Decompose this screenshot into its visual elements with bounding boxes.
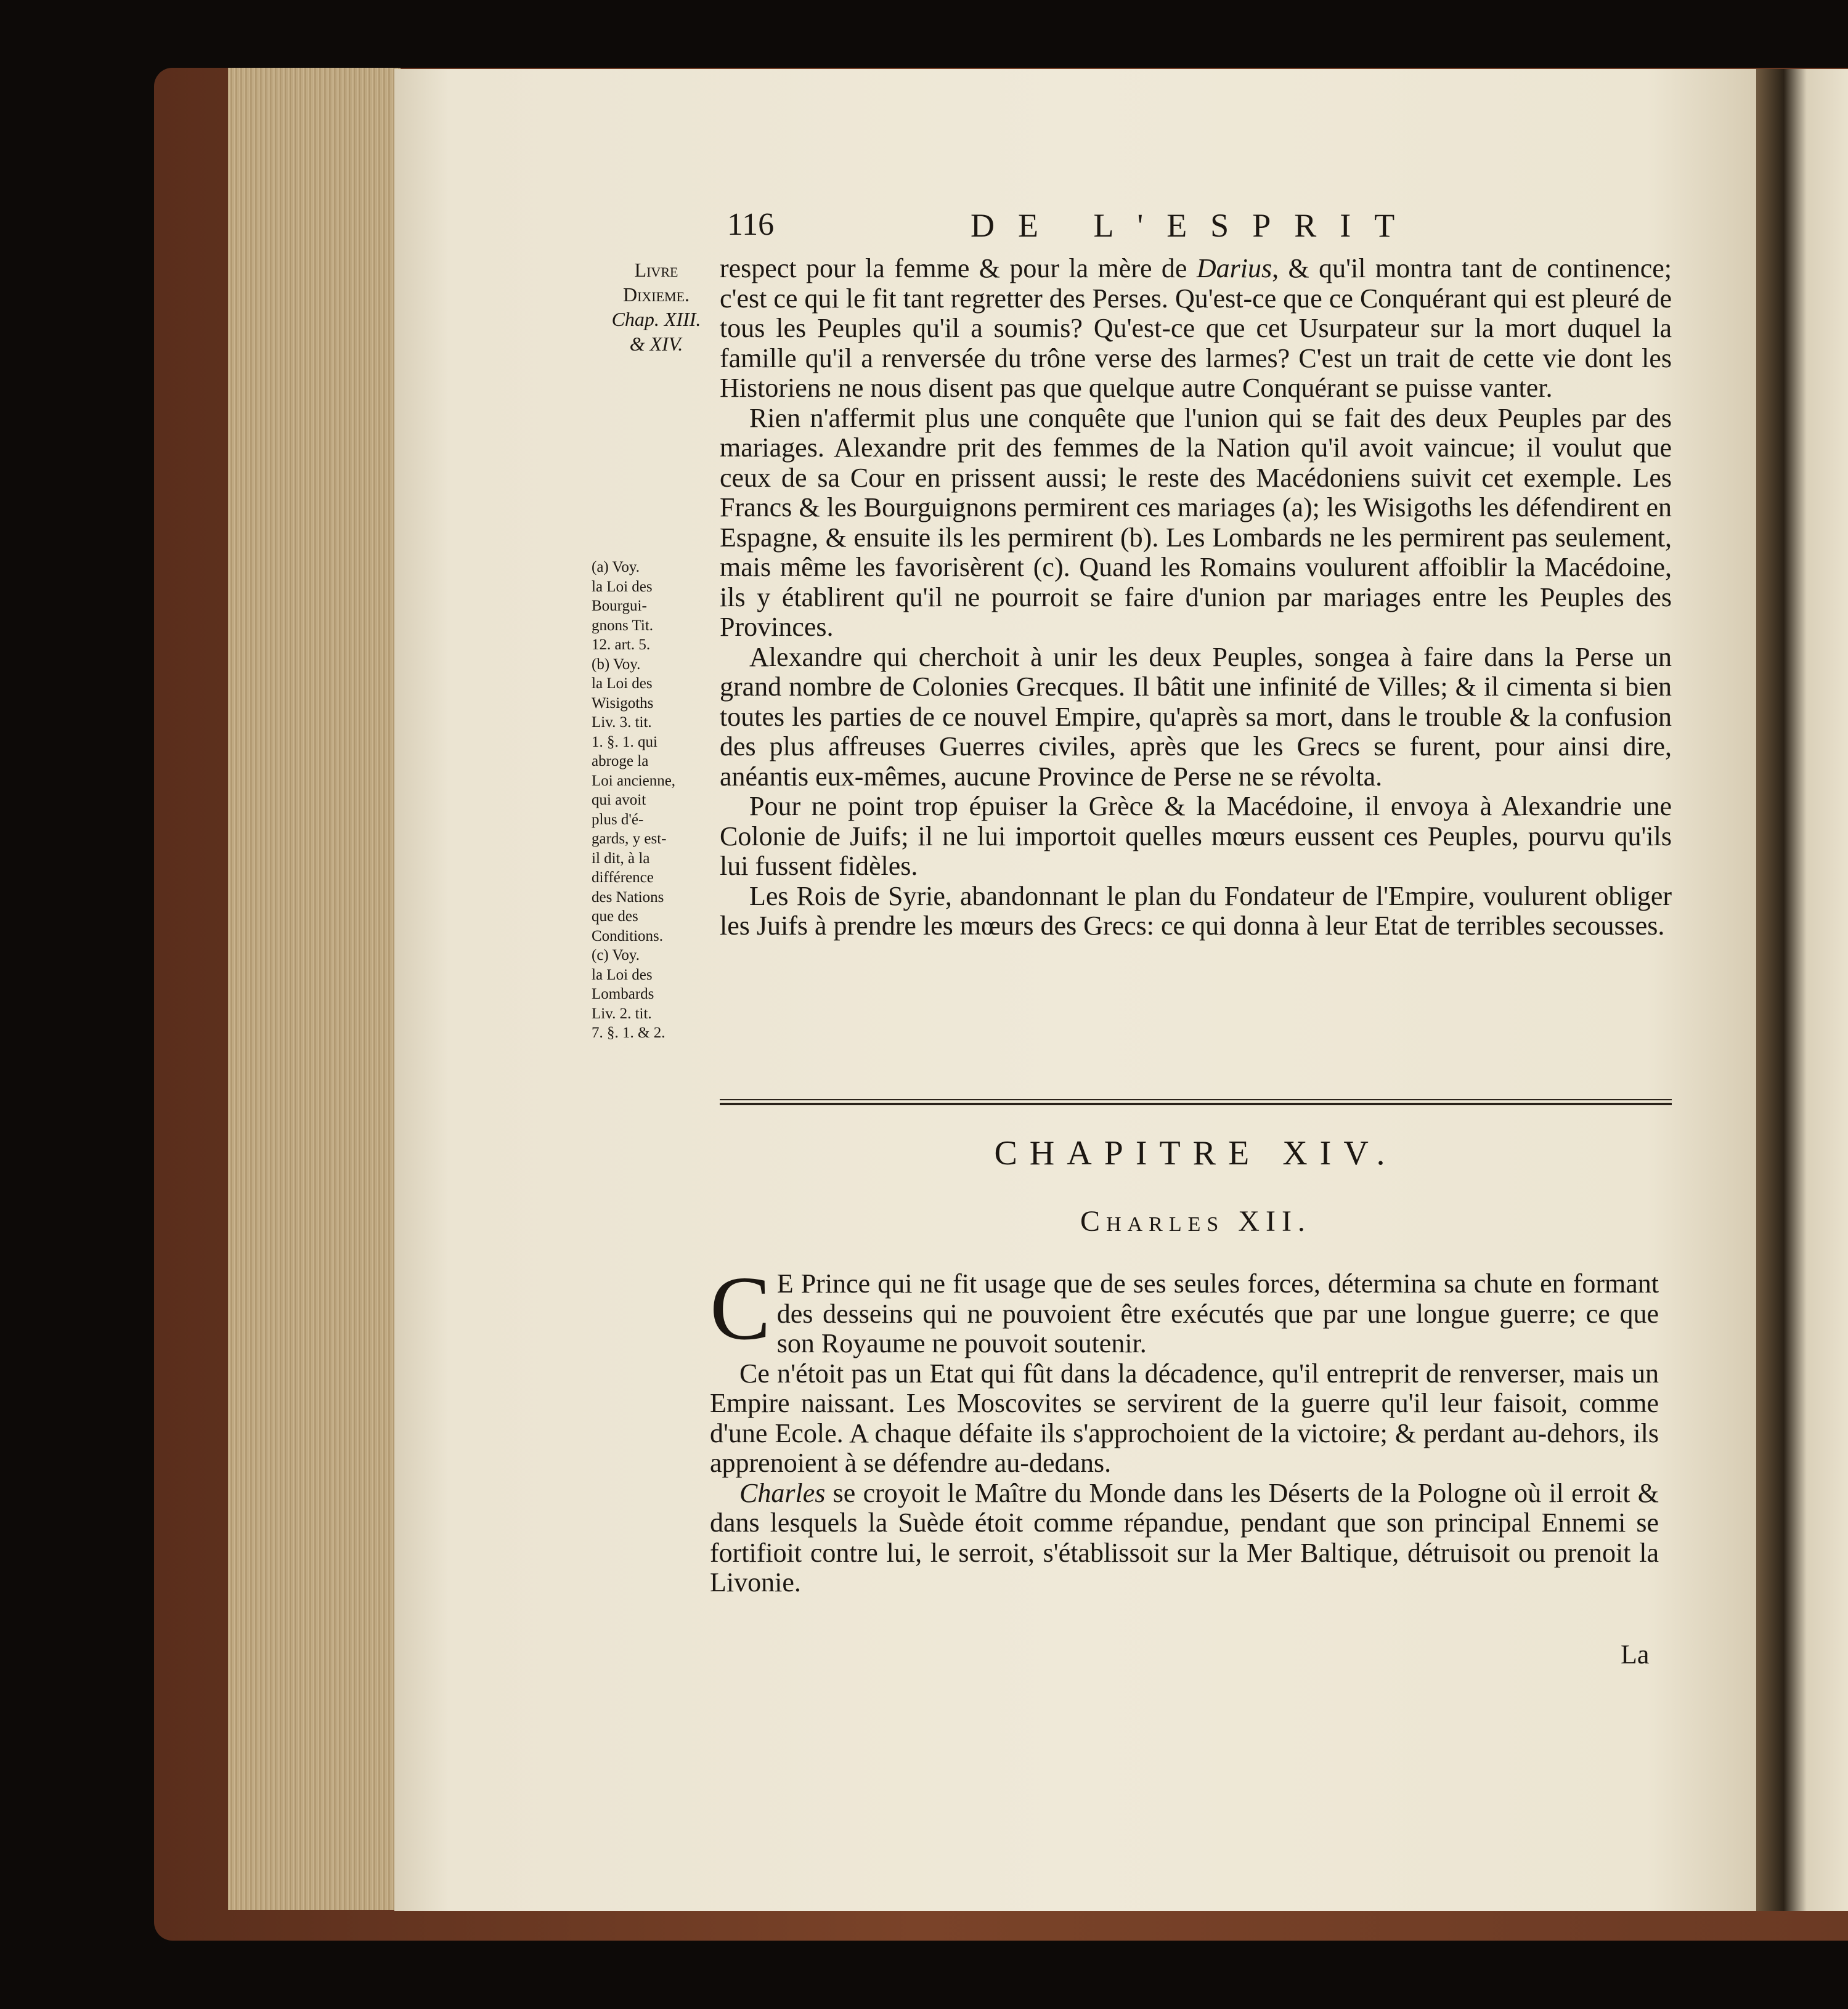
footnote-line: Conditions. (592, 927, 663, 944)
paragraph-text: , & qu'il montra tant de continence; c'est ce qui le fit tant regretter des Perses. Qu'est-ce que ce Conquérant qui est pleuré de tous les Peuples qu'il a soumis? Qu'est-ce que cet Usurpateur sur la mort duquel la famille qu'il a renversée du trône verse des larmes? C'est un trait de cette vie dont les Historiens ne nous disent pas que quelque autre Conquérant se puisse vanter. (720, 253, 1672, 403)
paragraph: Les Rois de Syrie, abandonnant le plan du Fondateur de l'Empire, voulurent obliger les Juifs à prendre les mœurs des Grecs: ce qui donna à leur Etat de terribles secousses. (720, 880, 1672, 941)
footnote-line: Bourgui- (592, 598, 647, 614)
paragraph: Ce n'étoit pas un Etat qui fût dans la décadence, qu'il entreprit de renverser, mais un Empire naissant. Les Moscovites se servirent de la guerre qu'il leur faisoit, comme d'une Ecole. A chaque défaite ils s'approchoient de la victoire; & perdant au-dehors, ils apprenoient à se défendre au-dedans. (710, 1358, 1659, 1478)
paragraph: Alexandre qui cherchoit à unir les deux Peuples, songea à faire dans la Perse un grand nombre de Colonies Grecques. Il bâtit une infinité de Villes; & il cimenta si bien toutes les parties de ce nouvel Empire, qu'après sa mort, dans le trouble & la confusion des plus affreuses Guerres civiles, après que les Grecs se furent, pour ainsi dire, anéantis eux-mêmes, aucune Province de Perse ne se révolta. (720, 641, 1672, 792)
margin-book-number: Dixieme. (622, 283, 690, 306)
paragraph-text: E Prince qui ne fit usage que de ses seules forces, détermina sa chute en formant des desseins qui ne pouvoient être exécutés que par une longue guerre; ce que son Royaume ne pouvoit soutenir. (776, 1268, 1659, 1358)
margin-chapter-label-2: & XIV. (629, 333, 683, 355)
running-head (727, 206, 1676, 250)
footnote-line: différence (592, 869, 654, 886)
chapter-opening-paragraph (710, 1258, 1659, 1359)
footnote-line: (b) Voy. (592, 655, 641, 673)
drop-capital: C (710, 1258, 771, 1359)
footnote-line: 1. §. 1. qui (592, 733, 657, 750)
paragraph: Rien n'affermit plus une conquête que l'union qui se fait des deux Peuples par des mariages. Alexandre prit des femmes de la Nation qu'il avoit vaincue; il voulut que ceux de sa Cour en prissent aussi; le reste des Macédoniens suivit cet exemple. Les Francs & les Bourguignons permirent ces mariages (a); les Wisigoths les défendirent en Espagne, & ensuite ils les permirent (b). Les Lombards ne les permirent pas seulement, mais même les favorisèrent (c). Quand les Romains voulurent affoiblir la Macédoine, ils y établirent qu'il ne pourroit se faire d'union par mariages entre les Peuples des Provinces. (720, 402, 1672, 642)
chapter-divider-thick (720, 1103, 1672, 1105)
running-title: DE L'ESPRIT (971, 207, 1419, 244)
footnote-line: (a) Voy. (592, 559, 640, 575)
margin-section-reference (610, 258, 702, 356)
footnote-line: plus d'é- (592, 811, 644, 828)
footnote-line: (c) Voy. (592, 947, 640, 964)
margin-book-label: Livre (634, 259, 678, 281)
chapter-text (710, 1258, 1659, 1598)
name-charles: Charles (739, 1477, 826, 1508)
footnote-line: Wisigoths (592, 694, 654, 712)
footnote-line: abroge la (592, 753, 649, 769)
page-number: 116 (727, 207, 775, 242)
footnote-line: 7. §. 1. & 2. (592, 1025, 666, 1041)
footnote-line: gnons Tit. (592, 617, 654, 634)
footnote-line: il dit, à la (592, 850, 650, 867)
facing-page-gutter (1756, 69, 1848, 1911)
main-text (720, 254, 1672, 941)
paragraph-text: se croyoit le Maître du Monde dans les Déserts de la Pologne où il erroit & dans lesquels la Suède étoit comme répandue, pendant que son principal Ennemi se fortifioit contre lui, le serroit, s'établissoit sur la Mer Baltique, détruisoit ou prenoit la Livonie. (710, 1477, 1659, 1597)
chapter-subtitle: Charles XII. (1080, 1205, 1311, 1238)
footnote-line: qui avoit (592, 792, 646, 808)
footnote-line: Loi ancienne, (592, 772, 676, 789)
paragraph-text: respect pour la femme & pour la mère de (720, 253, 1197, 283)
footnote-line: la Loi des (592, 966, 653, 983)
margin-chapter-label: Chap. XIII. (611, 308, 701, 330)
name-darius: Darius (1196, 253, 1272, 283)
footnote-line: la Loi des (592, 675, 653, 692)
paragraph (710, 1479, 1659, 1598)
chapter-divider-thin (720, 1099, 1672, 1100)
footnote-line: des Nations (592, 888, 664, 906)
paragraph: Pour ne point trop épuiser la Grèce & la Macédoine, il envoya à Alexandrie une Colonie de Juifs; il ne lui importoit quelles mœurs eussent ces Peuples, pourvu qu'ils lui fussent fidèles. (720, 791, 1672, 881)
footnote-line: gards, y est- (592, 830, 667, 847)
footnote-line: Liv. 3. tit. (592, 714, 652, 731)
catchword: La (1621, 1639, 1650, 1670)
footnote-line: la Loi des (592, 578, 653, 595)
footnote-line: Lombards (592, 986, 654, 1002)
chapter-title: CHAPITRE XIV. (994, 1134, 1398, 1172)
page-block-edge (228, 68, 401, 1910)
footnote-line: 12. art. 5. (592, 636, 651, 653)
footnote-line: Liv. 2. tit. (592, 1005, 652, 1022)
margin-footnotes (592, 558, 699, 1043)
paragraph-continued (720, 254, 1672, 404)
footnote-line: que des (592, 908, 638, 925)
